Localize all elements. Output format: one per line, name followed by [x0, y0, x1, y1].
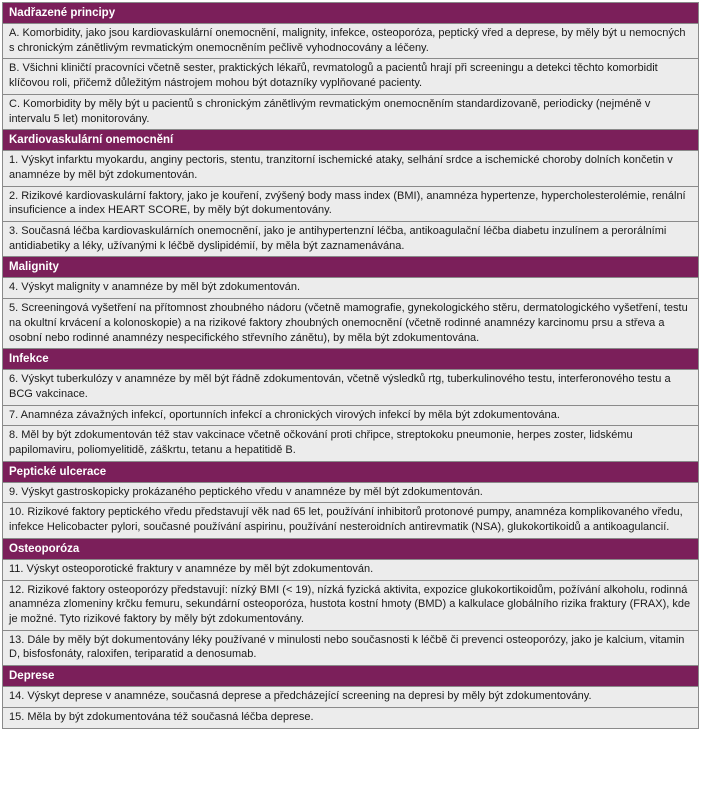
section-header: Peptické ulcerace	[3, 462, 698, 483]
table-row: 12. Rizikové faktory osteoporózy představují: nízký BMI (< 19), nízká fyzická aktivita, expozice glukokortikoidům, požívání alkoholu, rodinná anamnéza zlomeniny krčku femuru, sekundární osteoporóza, hustota kostní hmoty (BMD) a kalkulace globálního rizika fraktury (FRAX), kde je možné. Tyto rizikové faktory by měly být zdokumentovány.	[3, 581, 698, 631]
table-row: A. Komorbidity, jako jsou kardiovaskulární onemocnění, malignity, infekce, osteoporóza, peptický vřed a deprese, by měly být u nemocných s chronickým zánětlivým revmatickým onemocněním pečlivě vyhodnocovány a léčeny.	[3, 24, 698, 59]
table-row: 8. Měl by být zdokumentován též stav vakcinace včetně očkování proti chřipce, streptokoku pneumonie, herpes zoster, lidskému papilomaviru, poliomyelitidě, záškrtu, tetanu a hepatitidě B.	[3, 426, 698, 461]
table-row: 6. Výskyt tuberkulózy v anamnéze by měl být řádně zdokumentován, včetně výsledků rtg, tuberkulinového testu, interferonového testu a BCG vakcinace.	[3, 370, 698, 405]
section-header: Infekce	[3, 349, 698, 370]
section-header: Nadřazené principy	[3, 3, 698, 24]
table-row: 9. Výskyt gastroskopicky prokázaného peptického vředu v anamnéze by měl být zdokumentován.	[3, 483, 698, 504]
table-row: 4. Výskyt malignity v anamnéze by měl být zdokumentován.	[3, 278, 698, 299]
table-row: 11. Výskyt osteoporotické fraktury v anamnéze by měl být zdokumentován.	[3, 560, 698, 581]
table-row: 5. Screeningová vyšetření na přítomnost zhoubného nádoru (včetně mamografie, gynekologického stěru, dermatologického vyšetření, testu na okultní krvácení a kolonoskopie) a na rizikové faktory zhoubných onemocnění (včetně rodinné anamnézy karcinomu prsu a střeva a osobní nebo rodinné anamnézy nespecifického střevního zánětu), by měla být zdokumentována.	[3, 299, 698, 349]
section-header: Malignity	[3, 257, 698, 278]
section-header: Osteoporóza	[3, 539, 698, 560]
table-row: 2. Rizikové kardiovaskulární faktory, jako je kouření, zvýšený body mass index (BMI), anamnéza hypertenze, hypercholesterolémie, renální insuficience a index HEART SCORE, by měly být dokumentovány.	[3, 187, 698, 222]
table-row: 14. Výskyt deprese v anamnéze, současná deprese a předcházející screening na depresi by měly být zdokumentovány.	[3, 687, 698, 708]
table-row: 15. Měla by být zdokumentována též současná léčba deprese.	[3, 708, 698, 728]
table-row: B. Všichni kliničtí pracovníci včetně sester, praktických lékařů, revmatologů a pacientů hrají při screeningu a detekci těchto komorbidit klíčovou roli, přičemž důležitým nástrojem mohou být dotazníky vyplňované pacienty.	[3, 59, 698, 94]
section-header: Deprese	[3, 666, 698, 687]
table-row: 7. Anamnéza závažných infekcí, oportunních infekcí a chronických virových infekcí by měla být zdokumentována.	[3, 406, 698, 427]
table-row: C. Komorbidity by měly být u pacientů s chronickým zánětlivým revmatickým onemocněním standardizovaně, periodicky (nejméně v intervalu 5 let) monitorovány.	[3, 95, 698, 130]
table-row: 3. Současná léčba kardiovaskulárních onemocnění, jako je antihypertenzní léčba, antikoagulační léčba diabetu inzulínem a perorálními antidiabetiky a léky, užívanými k léčbě dyslipidémií, by měla být zaznamenávána.	[3, 222, 698, 257]
recommendations-table	[2, 2, 699, 729]
section-header: Kardiovaskulární onemocnění	[3, 130, 698, 151]
table-row: 10. Rizikové faktory peptického vředu představují věk nad 65 let, používání inhibitorů protonové pumpy, anamnéza komplikovaného vředu, infekce Helicobacter pylori, současné používání aspirinu, používání nesteroidních antirevmatik (NSA), glukokortikoidů a antikoagulancií.	[3, 503, 698, 538]
table-row: 13. Dále by měly být dokumentovány léky používané v minulosti nebo současnosti k léčbě či prevenci osteoporózy, jako je kalcium, vitamin D, bisfosfonáty, raloxifen, teriparatid a denosumab.	[3, 631, 698, 666]
table-row: 1. Výskyt infarktu myokardu, anginy pectoris, stentu, tranzitorní ischemické ataky, selhání srdce a ischemické choroby dolních končetin v anamnéze by měl být zdokumentován.	[3, 151, 698, 186]
